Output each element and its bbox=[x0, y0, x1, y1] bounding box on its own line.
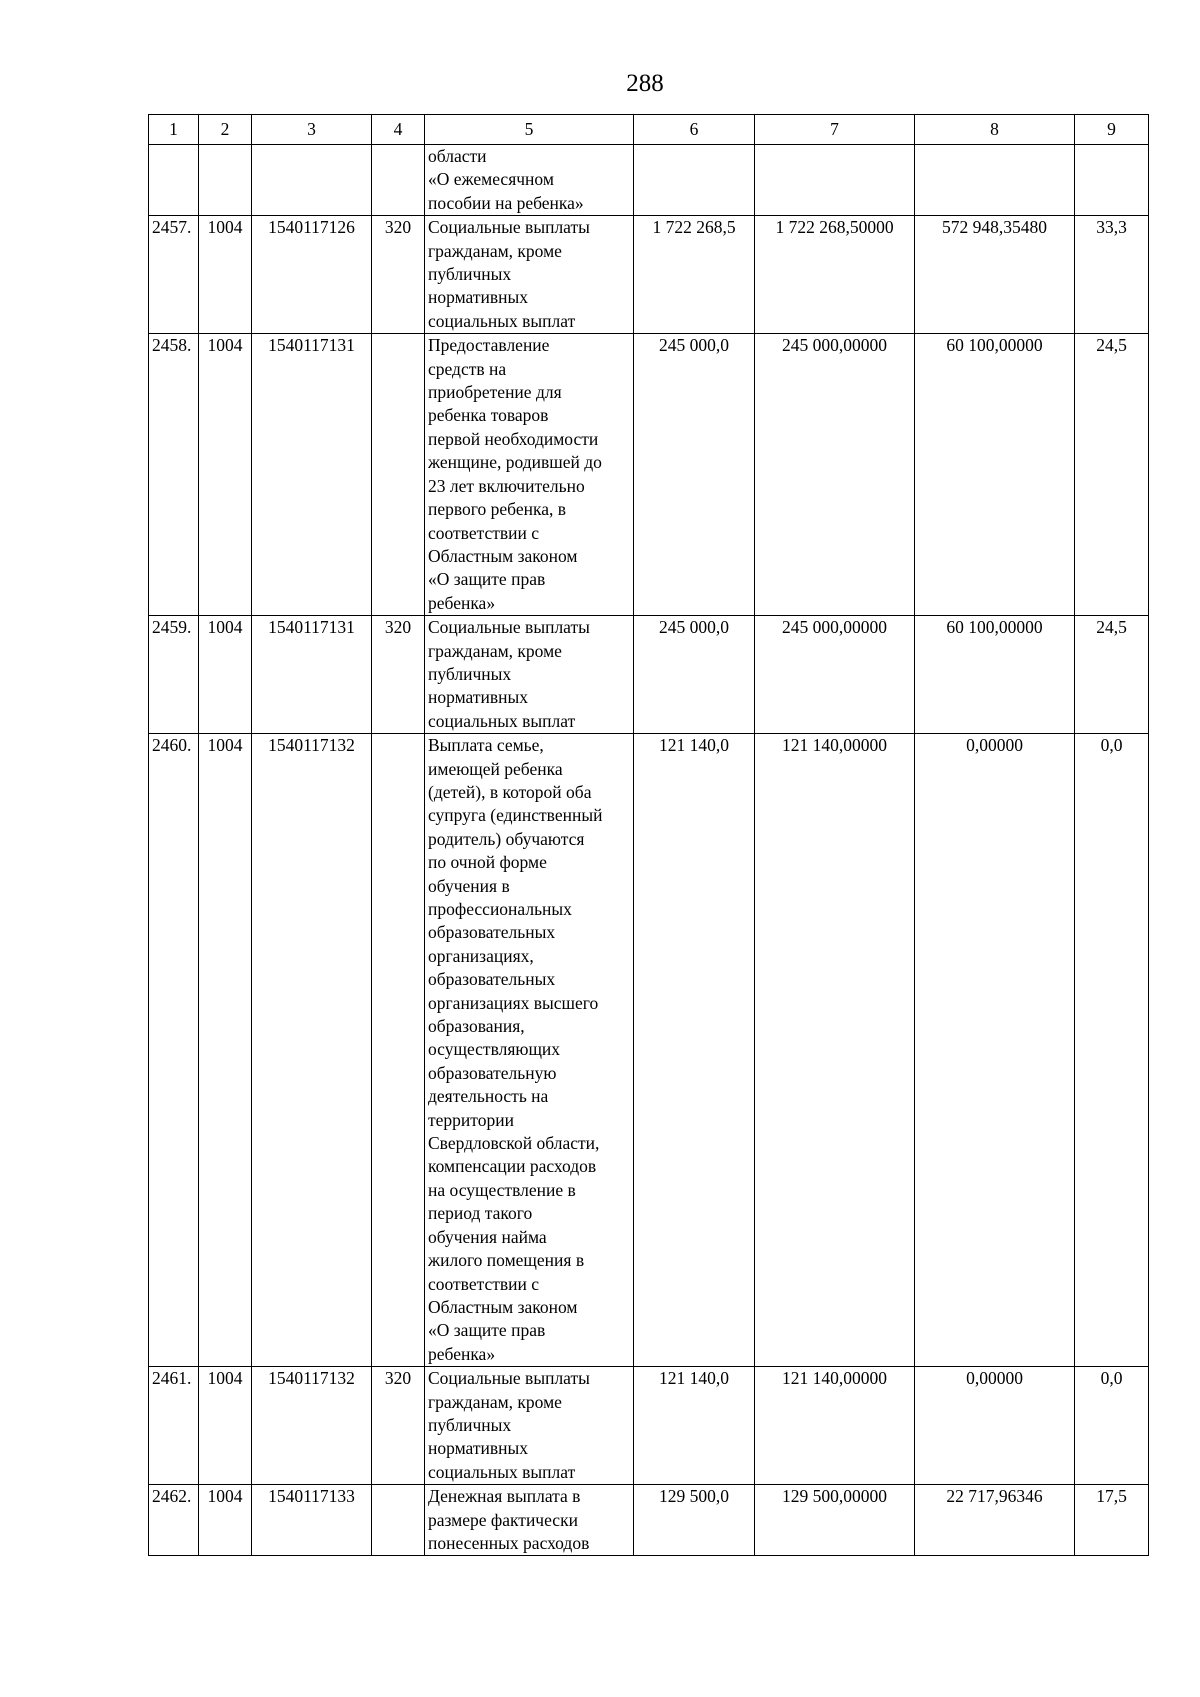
specified-amount-cell: 121 140,00000 bbox=[755, 734, 915, 1367]
description-cell: Социальные выплаты гражданам, кроме публичных нормативных социальных выплат bbox=[425, 1367, 634, 1485]
target-article-cell: 1540117133 bbox=[252, 1485, 372, 1556]
expense-type-cell bbox=[372, 334, 425, 616]
column-header: 6 bbox=[634, 115, 755, 145]
target-article-cell: 1540117131 bbox=[252, 616, 372, 734]
percent-cell: 0,0 bbox=[1075, 734, 1149, 1367]
description-cell: Денежная выплата в размере фактически понесенных расходов bbox=[425, 1485, 634, 1556]
section-code-cell bbox=[199, 145, 252, 216]
specified-amount-cell bbox=[755, 145, 915, 216]
description-cell: Социальные выплаты гражданам, кроме публичных нормативных социальных выплат bbox=[425, 616, 634, 734]
description-cell: Социальные выплаты гражданам, кроме публичных нормативных социальных выплат bbox=[425, 216, 634, 334]
column-header: 2 bbox=[199, 115, 252, 145]
approved-amount-cell: 129 500,0 bbox=[634, 1485, 755, 1556]
executed-amount-cell bbox=[915, 145, 1075, 216]
approved-amount-cell: 245 000,0 bbox=[634, 334, 755, 616]
percent-cell: 0,0 bbox=[1075, 1367, 1149, 1485]
executed-amount-cell: 572 948,35480 bbox=[915, 216, 1075, 334]
percent-cell bbox=[1075, 145, 1149, 216]
expense-type-cell bbox=[372, 1485, 425, 1556]
target-article-cell: 1540117126 bbox=[252, 216, 372, 334]
percent-cell: 17,5 bbox=[1075, 1485, 1149, 1556]
specified-amount-cell: 129 500,00000 bbox=[755, 1485, 915, 1556]
table-row bbox=[149, 734, 1149, 1367]
approved-amount-cell: 121 140,0 bbox=[634, 1367, 755, 1485]
table-row bbox=[149, 1367, 1149, 1485]
column-header: 9 bbox=[1075, 115, 1149, 145]
table-row bbox=[149, 145, 1149, 216]
executed-amount-cell: 0,00000 bbox=[915, 734, 1075, 1367]
column-header: 4 bbox=[372, 115, 425, 145]
section-code-cell: 1004 bbox=[199, 1367, 252, 1485]
column-header: 7 bbox=[755, 115, 915, 145]
specified-amount-cell: 245 000,00000 bbox=[755, 334, 915, 616]
page-number: 288 bbox=[626, 70, 664, 97]
description-cell: Предоставление средств на приобретение для ребенка товаров первой необходимости женщине, родившей до 23 лет включительно первого ребенка, в соответствии с Областным законом «О защите прав ребенка» bbox=[425, 334, 634, 616]
column-header: 1 bbox=[149, 115, 199, 145]
specified-amount-cell: 245 000,00000 bbox=[755, 616, 915, 734]
approved-amount-cell: 1 722 268,5 bbox=[634, 216, 755, 334]
column-header: 5 bbox=[425, 115, 634, 145]
executed-amount-cell: 0,00000 bbox=[915, 1367, 1075, 1485]
section-code-cell: 1004 bbox=[199, 616, 252, 734]
expense-type-cell bbox=[372, 734, 425, 1367]
approved-amount-cell: 245 000,0 bbox=[634, 616, 755, 734]
row-number-cell: 2461. bbox=[149, 1367, 199, 1485]
percent-cell: 33,3 bbox=[1075, 216, 1149, 334]
section-code-cell: 1004 bbox=[199, 1485, 252, 1556]
header-row bbox=[149, 115, 1149, 145]
table-row bbox=[149, 334, 1149, 616]
row-number-cell: 2460. bbox=[149, 734, 199, 1367]
row-number-cell: 2462. bbox=[149, 1485, 199, 1556]
executed-amount-cell: 60 100,00000 bbox=[915, 616, 1075, 734]
column-header: 3 bbox=[252, 115, 372, 145]
column-header: 8 bbox=[915, 115, 1075, 145]
section-code-cell: 1004 bbox=[199, 216, 252, 334]
executed-amount-cell: 22 717,96346 bbox=[915, 1485, 1075, 1556]
executed-amount-cell: 60 100,00000 bbox=[915, 334, 1075, 616]
specified-amount-cell: 1 722 268,50000 bbox=[755, 216, 915, 334]
row-number-cell: 2459. bbox=[149, 616, 199, 734]
expense-type-cell bbox=[372, 145, 425, 216]
target-article-cell bbox=[252, 145, 372, 216]
row-number-cell: 2457. bbox=[149, 216, 199, 334]
table-row bbox=[149, 616, 1149, 734]
expense-type-cell: 320 bbox=[372, 216, 425, 334]
budget-table bbox=[148, 114, 1149, 1556]
approved-amount-cell: 121 140,0 bbox=[634, 734, 755, 1367]
row-number-cell bbox=[149, 145, 199, 216]
row-number-cell: 2458. bbox=[149, 334, 199, 616]
expense-type-cell: 320 bbox=[372, 616, 425, 734]
target-article-cell: 1540117132 bbox=[252, 734, 372, 1367]
specified-amount-cell: 121 140,00000 bbox=[755, 1367, 915, 1485]
target-article-cell: 1540117131 bbox=[252, 334, 372, 616]
table-body bbox=[149, 145, 1149, 1556]
expense-type-cell: 320 bbox=[372, 1367, 425, 1485]
table-row bbox=[149, 1485, 1149, 1556]
table-row bbox=[149, 216, 1149, 334]
section-code-cell: 1004 bbox=[199, 734, 252, 1367]
description-cell: области «О ежемесячном пособии на ребенка» bbox=[425, 145, 634, 216]
percent-cell: 24,5 bbox=[1075, 616, 1149, 734]
target-article-cell: 1540117132 bbox=[252, 1367, 372, 1485]
section-code-cell: 1004 bbox=[199, 334, 252, 616]
description-cell: Выплата семье, имеющей ребенка (детей), в которой оба супруга (единственный родитель) обучаются по очной форме обучения в профессиональных образовательных организациях, образовательных организациях высшего образования, осуществляющих образовательную деятельность на территории Свердловской области, компенсации расходов на осуществление в период такого обучения найма жилого помещения в соответствии с Областным законом «О защите прав ребенка» bbox=[425, 734, 634, 1367]
percent-cell: 24,5 bbox=[1075, 334, 1149, 616]
approved-amount-cell bbox=[634, 145, 755, 216]
